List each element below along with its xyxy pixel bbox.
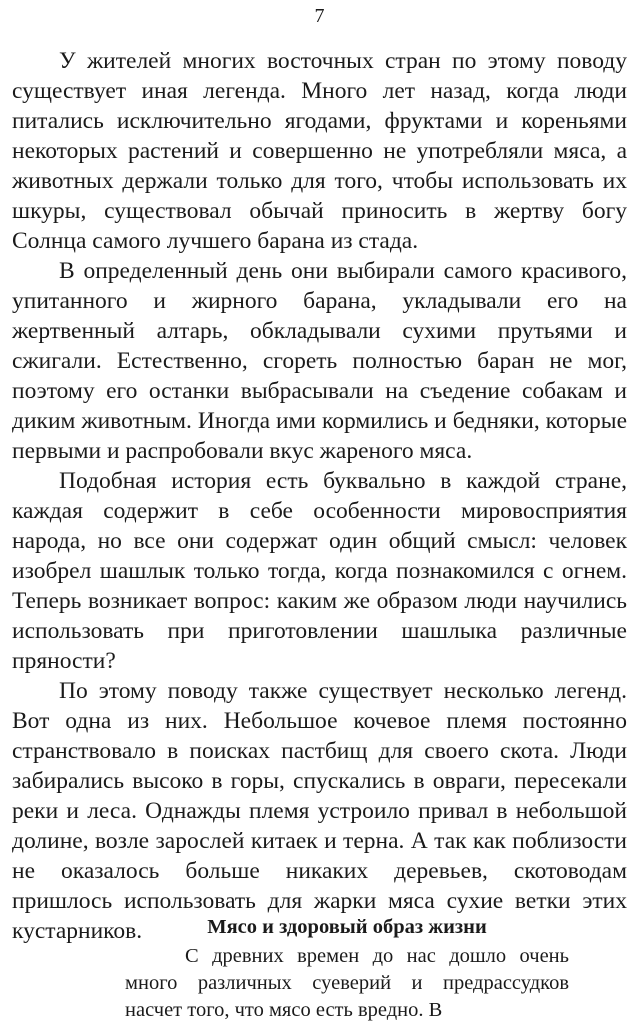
paragraph-2: В определенный день они выбирали самого красивого, упитанного и жирного барана, укладывали его на жертвенный алтарь, обкладывали сухими прутьями и сжигали. Естественно, сгореть полностью баран не мог, поэтому его останки выбрасывали на съедение собакам и диким животным. Иногда ими кормились и бедняки, которые первыми и распробовали вкус жареного мяса. xyxy=(12,258,627,464)
paragraph-1: У жителей многих восточных стран по этому поводу существует иная легенда. Много лет назад, когда люди питались исключительно ягодами, фруктами и кореньями некоторых растений и совершенно не употребляли мяса, а животных держали только для того, чтобы использовать их шкуры, существовал обычай приносить в жертву богу Солнца самого лучшего барана из стада. xyxy=(12,48,627,254)
page-number: 7 xyxy=(314,5,325,27)
section xyxy=(125,914,569,1024)
section-paragraph: С древних времен до нас дошло очень много различных суеверий и предрассудков насчет того, что мясо есть вредно. В xyxy=(125,945,569,1021)
paragraph-4: По этому поводу также существует несколько легенд. Вот одна из них. Небольшое кочевое племя постоянно странствовало в поисках пастбищ для своего скота. Люди забирались высоко в горы, спускались в овраги, пересекали реки и леса. Однажды племя устроило привал в небольшой долине, возле зарослей китаек и терна. А так как поблизости не оказалось больше никаких деревьев, скотоводам пришлось использовать для жарки мяса сухие ветки этих кустарников. xyxy=(12,678,627,944)
paragraph-3: Подобная история есть буквально в каждой стране, каждая содержит в себе особенности мировосприятия народа, но все они содержат один общий смысл: человек изобрел шашлык только тогда, когда познакомился с огнем. Теперь возникает вопрос: каким же образом люди научились использовать при приготовлении шашлыка различные пряности? xyxy=(12,468,627,674)
body-text xyxy=(12,46,627,946)
section-title: Мясо и здоровый образ жизни xyxy=(207,916,487,938)
